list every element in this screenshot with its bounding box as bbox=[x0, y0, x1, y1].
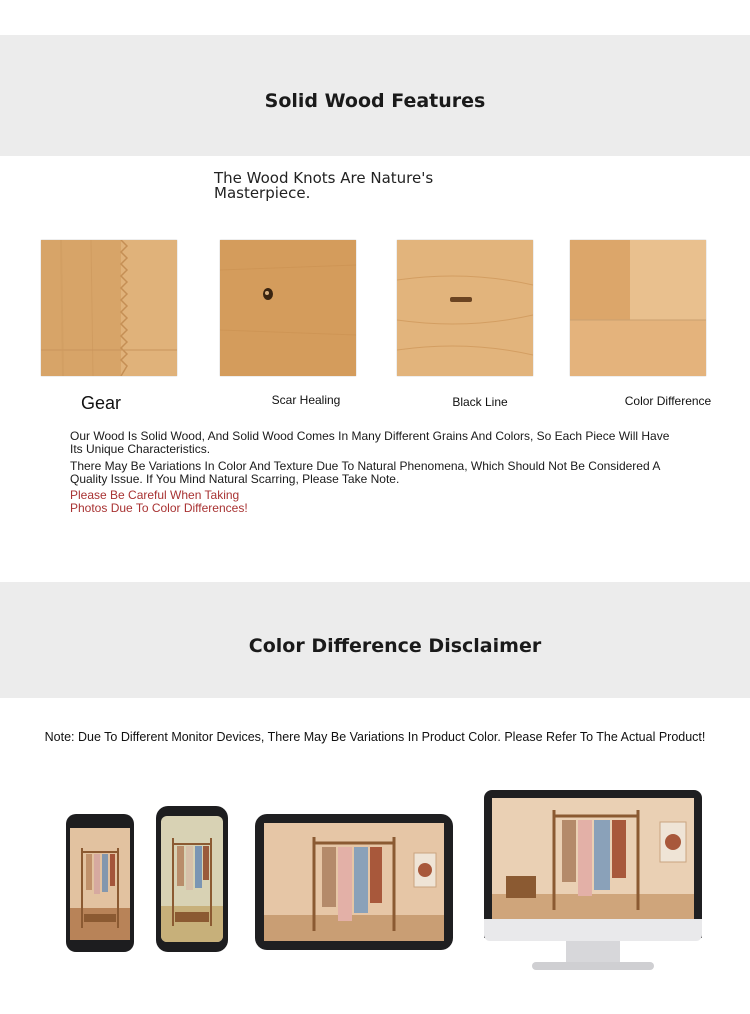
monitor-base bbox=[532, 962, 654, 970]
product-photo bbox=[70, 828, 130, 940]
monitor-stand bbox=[566, 941, 620, 963]
tile-label-color-difference: Color Difference bbox=[624, 394, 712, 408]
intro-line-2: Masterpiece. bbox=[214, 184, 311, 202]
paragraph-solid-wood: Our Wood Is Solid Wood, And Solid Wood Comes In Many Different Grains And Colors, So Each Piece Will Have Its Unique Characteristics. bbox=[70, 429, 670, 456]
tile-label-scar-healing: Scar Healing bbox=[271, 393, 341, 407]
monitor-device-image bbox=[484, 790, 702, 938]
product-photo bbox=[161, 816, 223, 942]
wood-sample-gear-image bbox=[41, 240, 177, 376]
warning-line-2: Photos Due To Color Differences! bbox=[70, 501, 248, 515]
monitor-chin bbox=[484, 919, 702, 941]
section-header-band bbox=[0, 35, 750, 156]
intro-text bbox=[214, 171, 474, 201]
intro-line-1: The Wood Knots Are Nature's bbox=[214, 169, 434, 187]
wood-sample-color-difference-image bbox=[570, 240, 706, 376]
warning-line-1: Please Be Careful When Taking bbox=[70, 488, 240, 502]
paragraph-variations: There May Be Variations In Color And Texture Due To Natural Phenomena, Which Should Not Be Considered A Quality Issue. If You Mind Natural Scarring, Please Take Note. bbox=[70, 459, 660, 486]
tablet-device-image bbox=[255, 814, 453, 950]
warning-text bbox=[70, 489, 670, 515]
phone-device-image bbox=[156, 806, 228, 952]
tile-label-black-line: Black Line bbox=[452, 395, 508, 409]
section-header-band bbox=[0, 582, 750, 698]
disclaimer-note: Note: Due To Different Monitor Devices, There May Be Variations In Product Color. Please Refer To The Actual Product! bbox=[44, 730, 706, 744]
product-photo bbox=[492, 798, 694, 920]
section-title: Color Difference Disclaimer bbox=[248, 635, 542, 657]
tile-label-gear: Gear bbox=[80, 393, 122, 413]
wood-sample-black-line-image bbox=[397, 240, 533, 376]
section-title: Solid Wood Features bbox=[264, 90, 486, 112]
wood-sample-scar-healing-image bbox=[220, 240, 356, 376]
product-photo bbox=[264, 823, 444, 941]
phone-device-image bbox=[66, 814, 134, 952]
